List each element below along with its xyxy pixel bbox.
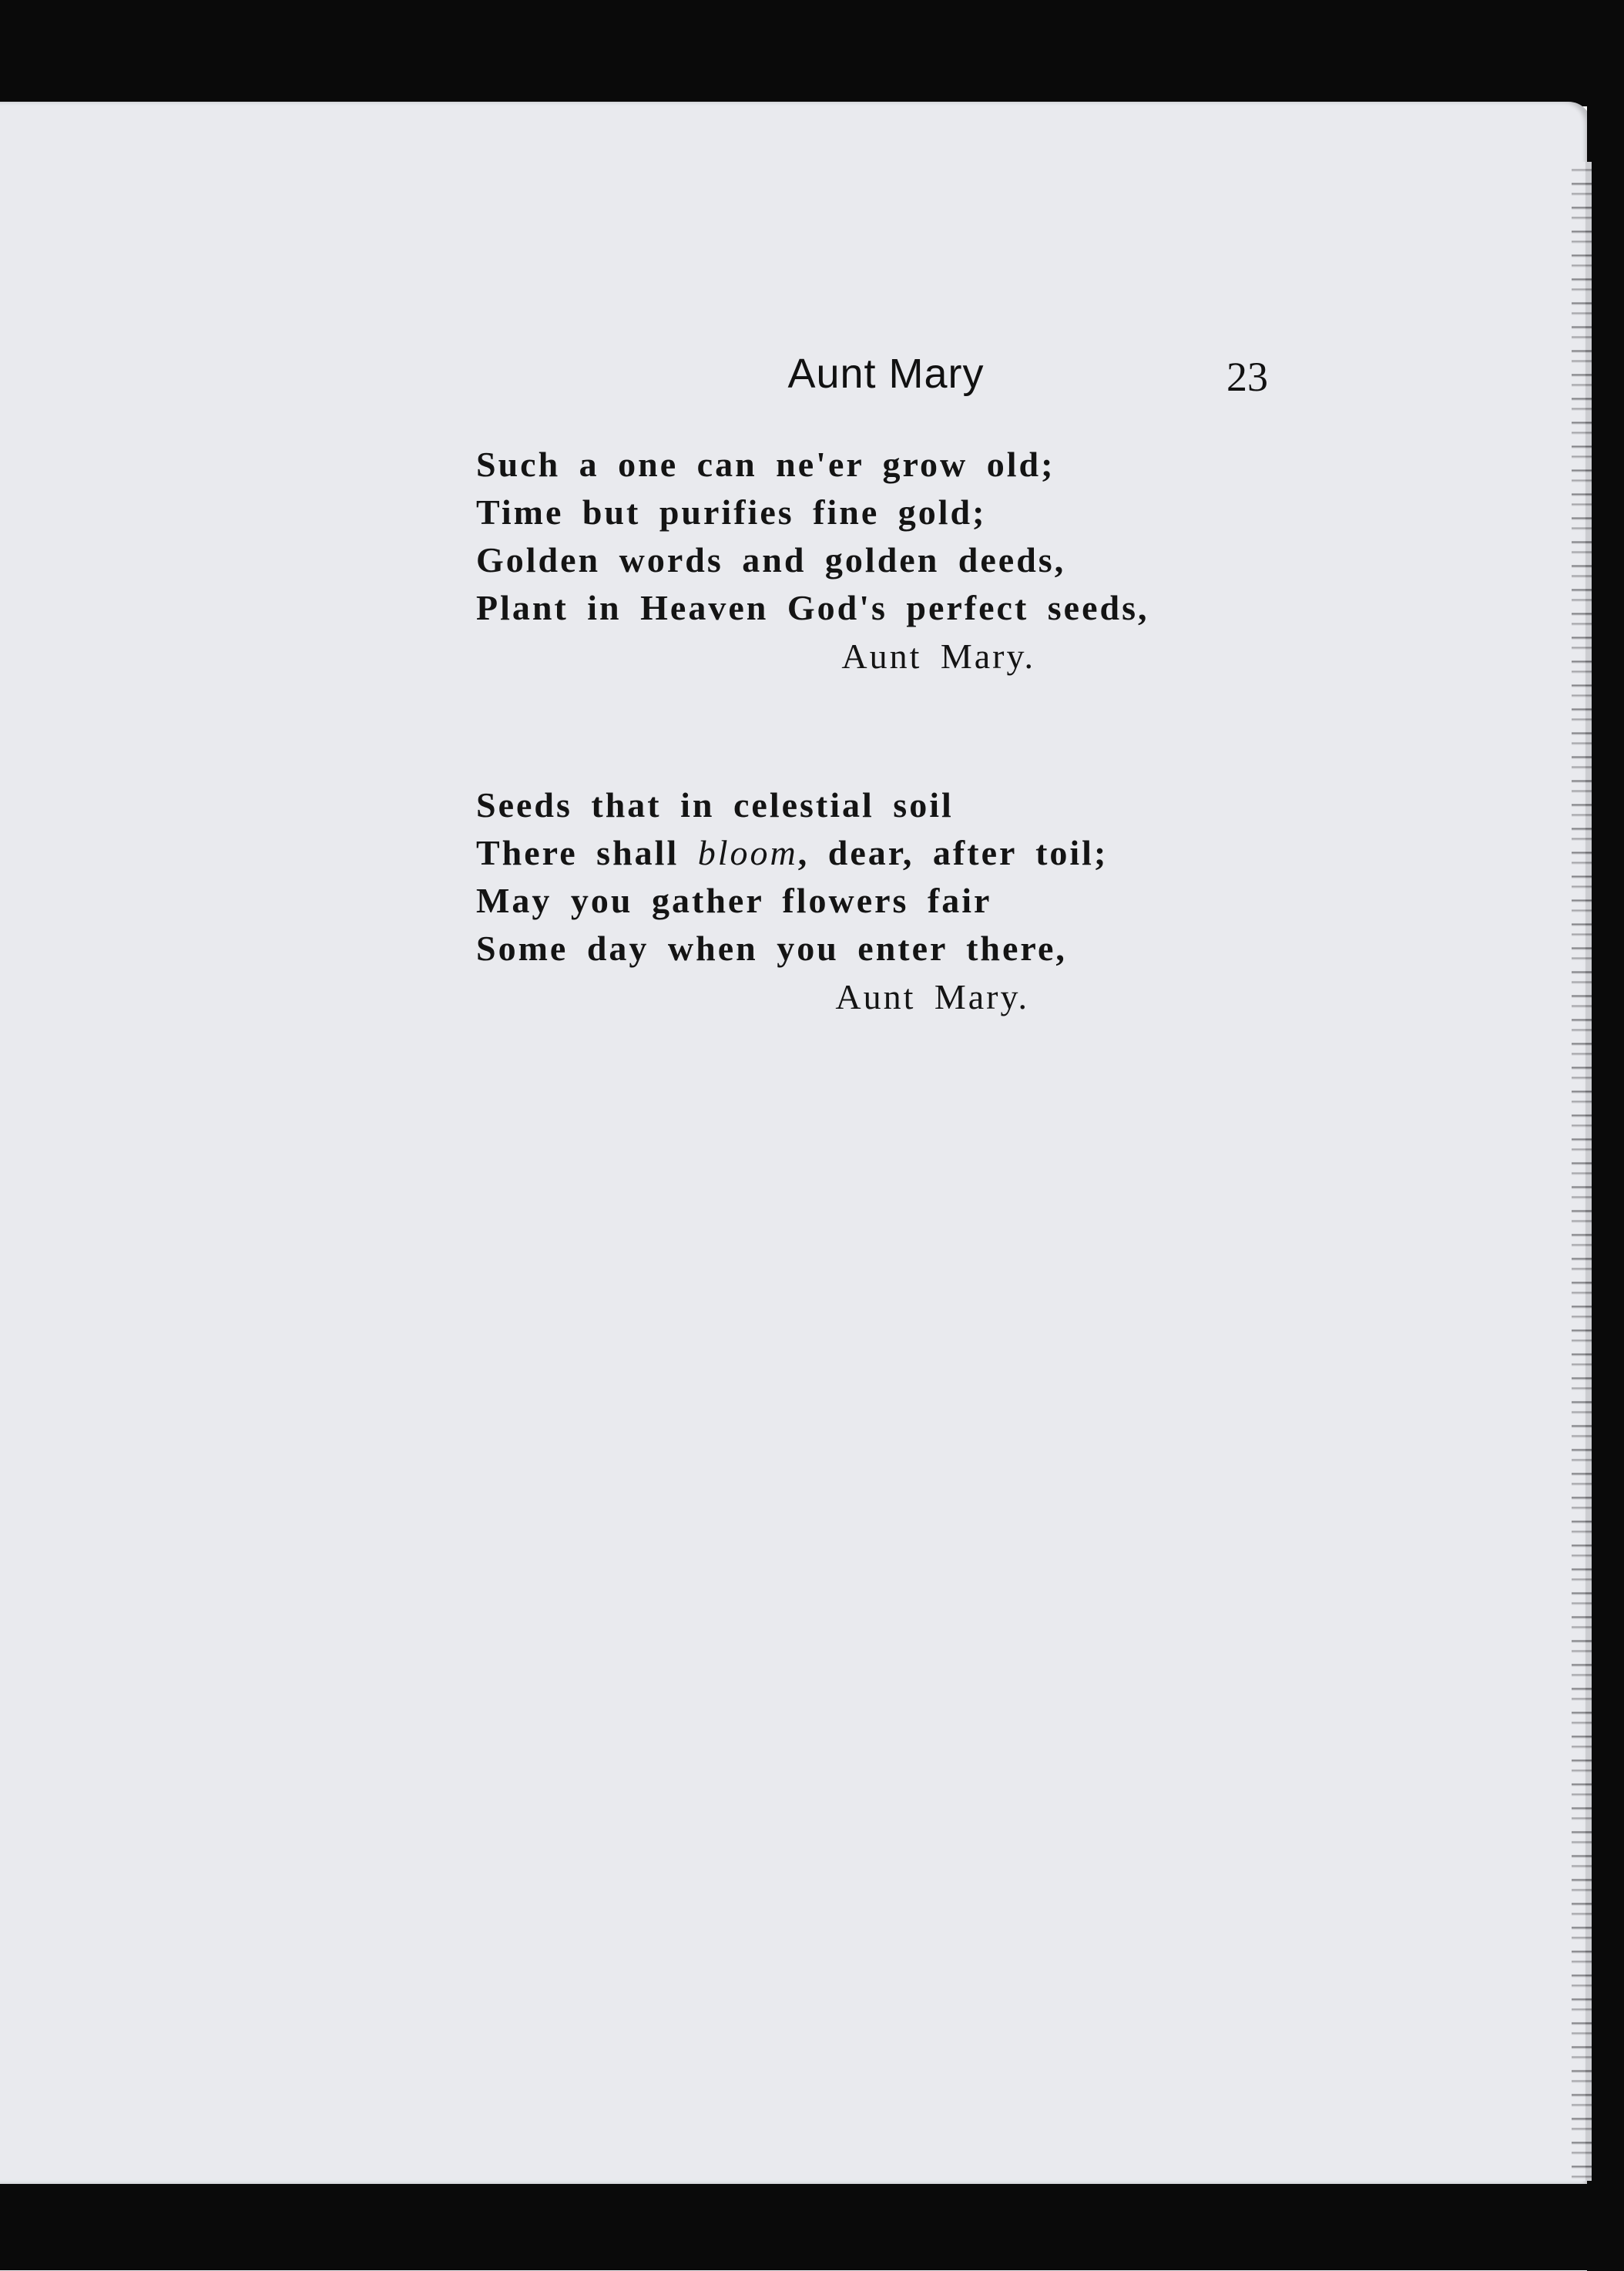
italic-word: bloom <box>697 833 798 872</box>
verse-text: There shall <box>476 833 698 872</box>
verse-line: Some day when you enter there, <box>476 929 1067 968</box>
verse-line: May you gather flowers fair <box>476 881 992 920</box>
running-head: Aunt Mary <box>787 351 985 397</box>
verse-line: Time but purifies fine gold; <box>476 492 987 532</box>
verse-line-with-italic <box>476 829 1169 877</box>
stanza-1 <box>476 441 1169 681</box>
page-ragged-edge <box>1572 162 1592 2181</box>
scanner-frame-right <box>1587 0 1624 2271</box>
book-page <box>0 102 1592 2184</box>
scanner-frame-bottom <box>0 2184 1624 2271</box>
verse-line: Such a one can ne'er grow old; <box>476 445 1055 484</box>
verse-line: Golden words and golden deeds, <box>476 540 1066 580</box>
signature: Aunt Mary. <box>835 977 1029 1016</box>
scanner-frame-top <box>0 0 1624 106</box>
verse-line: Plant in Heaven God's perfect seeds, <box>476 588 1149 627</box>
page-number: 23 <box>1226 354 1268 400</box>
verse-line: Seeds that in celestial soil <box>476 785 954 825</box>
signature: Aunt Mary. <box>841 637 1035 676</box>
stanza-2 <box>476 781 1169 1022</box>
verse-text: , dear, after toil; <box>797 833 1109 872</box>
